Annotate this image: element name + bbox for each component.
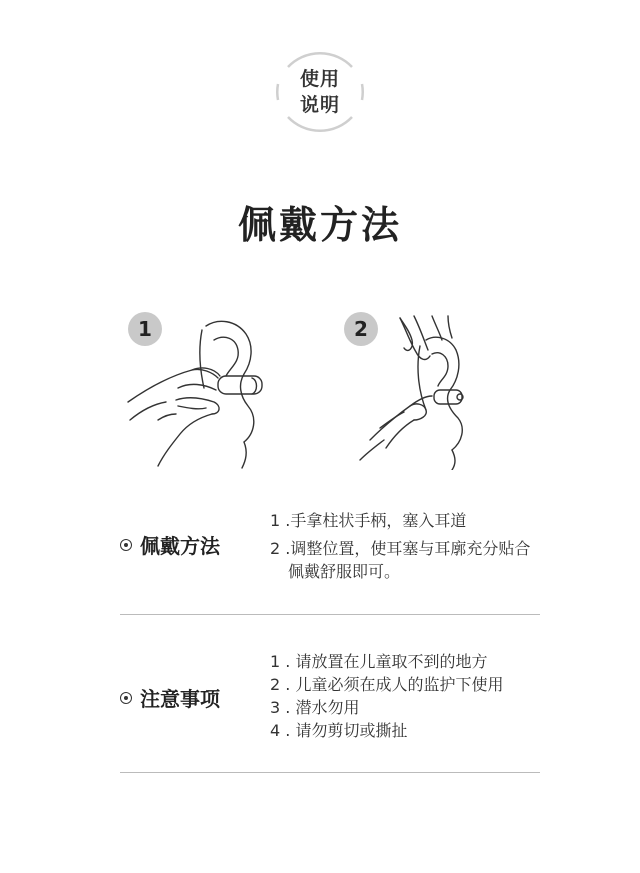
wearing-method-label (120, 530, 220, 559)
step-2-number: 2 (344, 312, 378, 346)
notes-list (270, 650, 503, 742)
step-1-illustration (118, 310, 288, 470)
bullet-dot-icon (120, 692, 132, 704)
list-item: 1 .手拿柱状手柄，塞入耳道 (270, 511, 467, 530)
step-2-illustration (340, 310, 510, 470)
badge-line-1: 使用 (299, 68, 340, 90)
page-title: 佩戴方法 (237, 203, 402, 247)
section-divider (120, 614, 540, 615)
list-item: 2 . 儿童必须在成人的监护下使用 (270, 675, 504, 694)
wearing-method-label-text: 佩戴方法 (140, 534, 220, 558)
step-1-number: 1 (128, 312, 162, 346)
list-item: 4 . 请勿剪切或撕扯 (270, 721, 408, 740)
notes-label (120, 683, 220, 712)
list-item: 2 .调整位置，使耳塞与耳廓充分贴合 (270, 539, 531, 558)
badge-text (270, 66, 370, 118)
ear-hand-insert-icon (118, 310, 288, 470)
wearing-method-list (270, 509, 530, 583)
list-item-continuation: 佩戴舒服即可。 (288, 562, 401, 581)
list-item: 1 . 请放置在儿童取不到的地方 (270, 652, 488, 671)
ear-hand-adjust-icon (340, 310, 510, 470)
list-item: 3 . 潜水勿用 (270, 698, 360, 717)
usage-badge (270, 42, 370, 142)
badge-line-2: 说明 (299, 94, 340, 116)
bullet-dot-icon (120, 539, 132, 551)
notes-label-text: 注意事项 (140, 687, 220, 711)
section-divider (120, 772, 540, 773)
